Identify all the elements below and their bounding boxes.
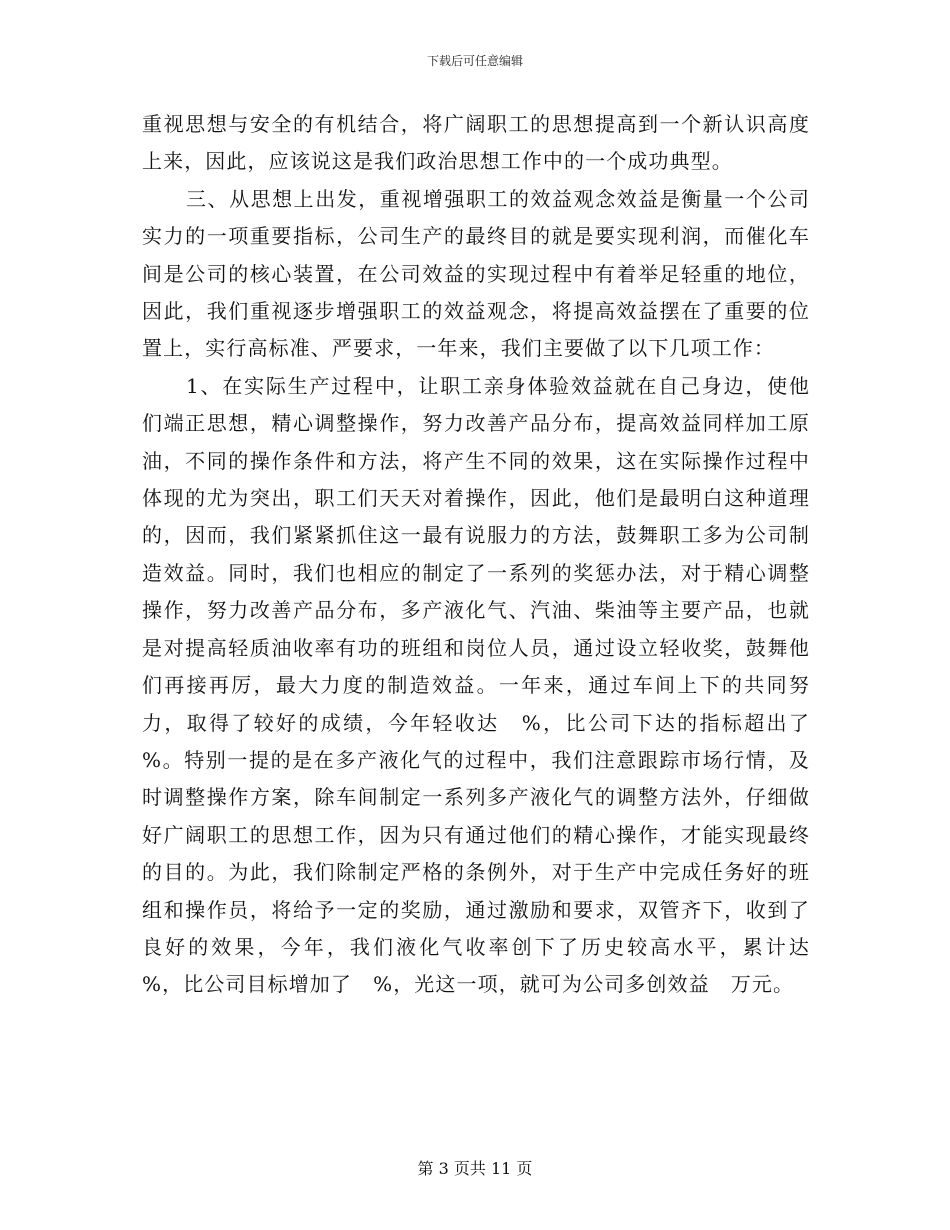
document-body (142, 106, 832, 1004)
page-number: 第 3 页共 11 页 (417, 1159, 533, 1178)
paragraph-continuation: 重视思想与安全的有机结合，将广阔职工的思想提高到一个新认识高度上来，因此，应该说这是我们政治思想工作中的一个成功典型。 (142, 112, 810, 174)
page-header-note: 下载后可任意编辑 (426, 54, 523, 68)
paragraph-item-one: 1、在实际生产过程中，让职工亲身体验效益就在自己身边，使他们端正思想，精心调整操作，努力改善产品分布，提高效益同样加工原油，不同的操作条件和方法，将产生不同的效果，这在实际操作过程中体现的尤为突出，职工们天天对着操作，因此，他们是最明白这种道理的，因而，我们紧紧抓住这一最有说服力的方法，鼓舞职工多为公司制造效益。同时，我们也相应的制定了一系列的奖惩办法，对于精心调整操作，努力改善产品分布，多产液化气、汽油、柴油等主要产品，也就是对提高轻质油收率有功的班组和岗位人员，通过设立轻收奖，鼓舞他们再接再厉，最大力度的制造效益。一年来，通过车间上下的共同努力，取得了较好的成绩，今年轻收达 %，比公司下达的指标超出了 %。特别一提的是在多产液化气的过程中，我们注意跟踪市场行情，及时调整操作方案，除车间制定一系列多产液化气的调整方法外，仔细做好广阔职工的思想工作，因为只有通过他们的精心操作，才能实现最终的目的。为此，我们除制定严格的条例外，对于生产中完成任务好的班组和操作员，将给予一定的奖励，通过激励和要求，双管齐下，收到了良好的效果，今年，我们液化气收率创下了历史较高水平，累计达 %，比公司目标增加了 %，光这一项，就可为公司多创效益 万元。 (142, 373, 832, 997)
paragraph-section-three: 三、从思想上出发，重视增强职工的效益观念效益是衡量一个公司实力的一项重要指标，公司生产的最终目的就是要实现利润，而催化车间是公司的核心装置，在公司效益的实现过程中有着举足轻重的地位，因此，我们重视逐步增强职工的效益观念，将提高效益摆在了重要的位置上，实行高标准、严要求，一年来，我们主要做了以下几项工作： (142, 186, 810, 361)
